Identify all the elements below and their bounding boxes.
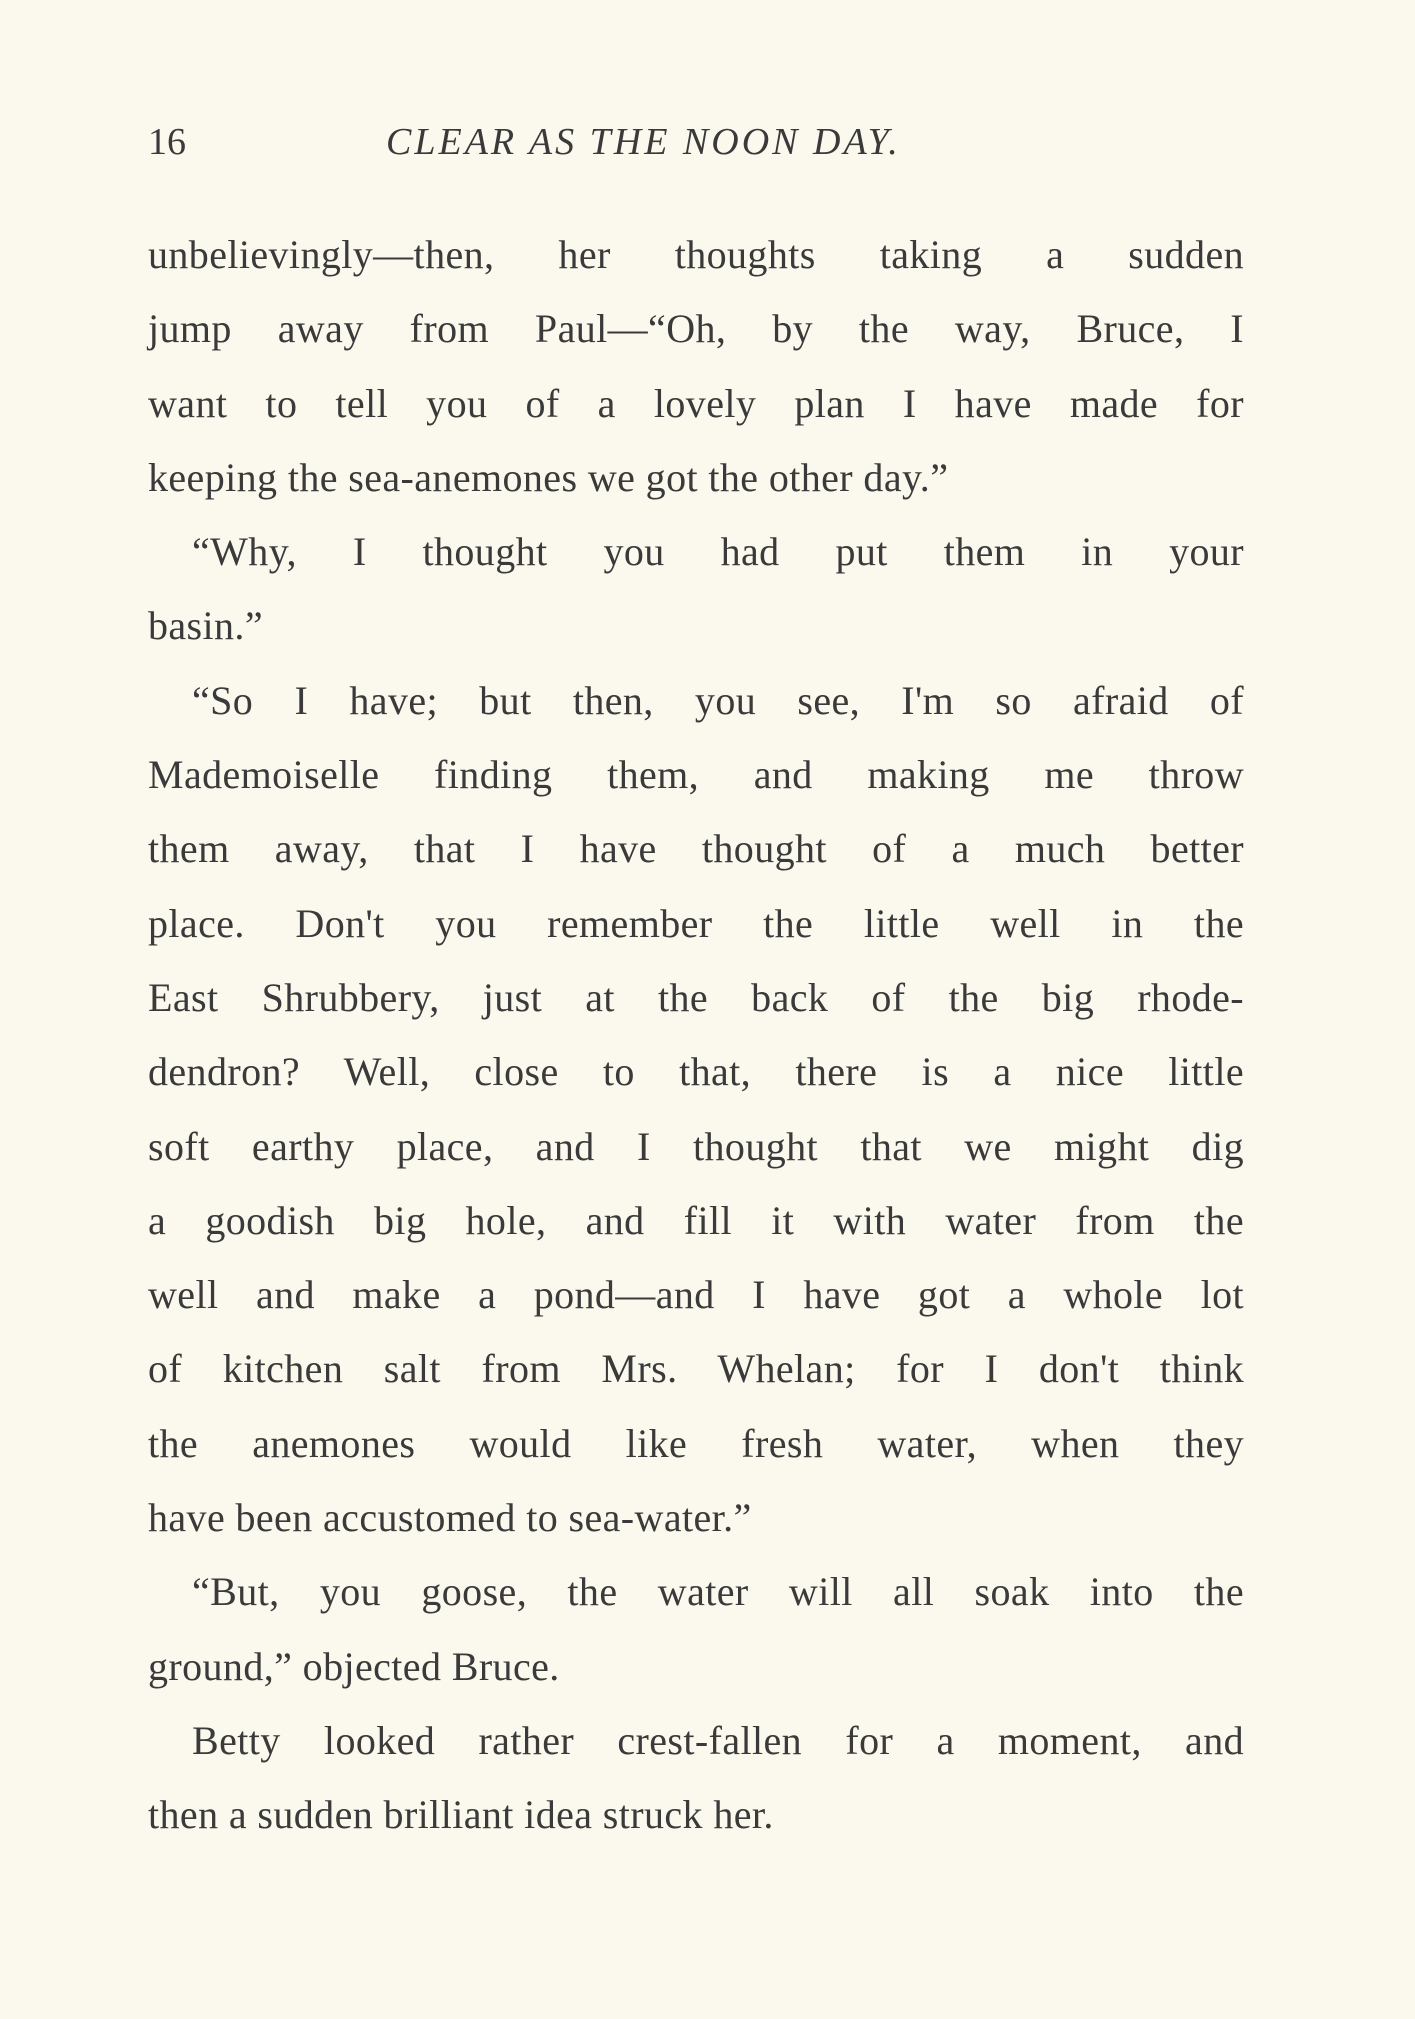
text-line: soft earthy place, and I thought that we might dig [148, 1123, 1244, 1169]
text-line: have been accustomed to sea-water.” [148, 1495, 752, 1541]
text-line: Betty looked rather crest-fallen for a moment, and [192, 1717, 1244, 1763]
body-text [148, 218, 1244, 1853]
running-title: CLEAR AS THE NOON DAY. [386, 121, 901, 163]
text-line: want to tell you of a lovely plan I have made for [148, 380, 1244, 426]
text-line: East Shrubbery, just at the back of the big rhode- [148, 974, 1244, 1020]
text-line: then a sudden brilliant idea struck her. [148, 1792, 774, 1838]
text-line: ground,” objected Bruce. [148, 1643, 560, 1689]
text-line: unbelievingly—then, her thoughts taking a sudden [148, 232, 1244, 277]
page-number: 16 [148, 121, 186, 163]
text-line: keeping the sea-anemones we got the other day.” [148, 454, 949, 500]
text-line: “Why, I thought you had put them in your [192, 529, 1244, 575]
text-line: place. Don't you remember the little well in the [148, 900, 1244, 946]
text-line: them away, that I have thought of a much better [148, 826, 1244, 872]
text-line: a goodish big hole, and fill it with water from the [148, 1197, 1244, 1243]
text-line: jump away from Paul—“Oh, by the way, Bruce, I [148, 306, 1244, 352]
text-line: “So I have; but then, you see, I'm so afraid of [192, 677, 1244, 723]
text-line: dendron? Well, close to that, there is a nice little [148, 1049, 1244, 1095]
text-line: well and make a pond—and I have got a whole lot [148, 1272, 1244, 1318]
text-line: Mademoiselle finding them, and making me throw [148, 752, 1244, 798]
running-head [148, 120, 1248, 170]
text-line: of kitchen salt from Mrs. Whelan; for I don't think [148, 1346, 1244, 1392]
text-line: “But, you goose, the water will all soak into the [192, 1569, 1244, 1615]
text-line: the anemones would like fresh water, when they [148, 1420, 1244, 1466]
text-line: basin.” [148, 603, 263, 649]
